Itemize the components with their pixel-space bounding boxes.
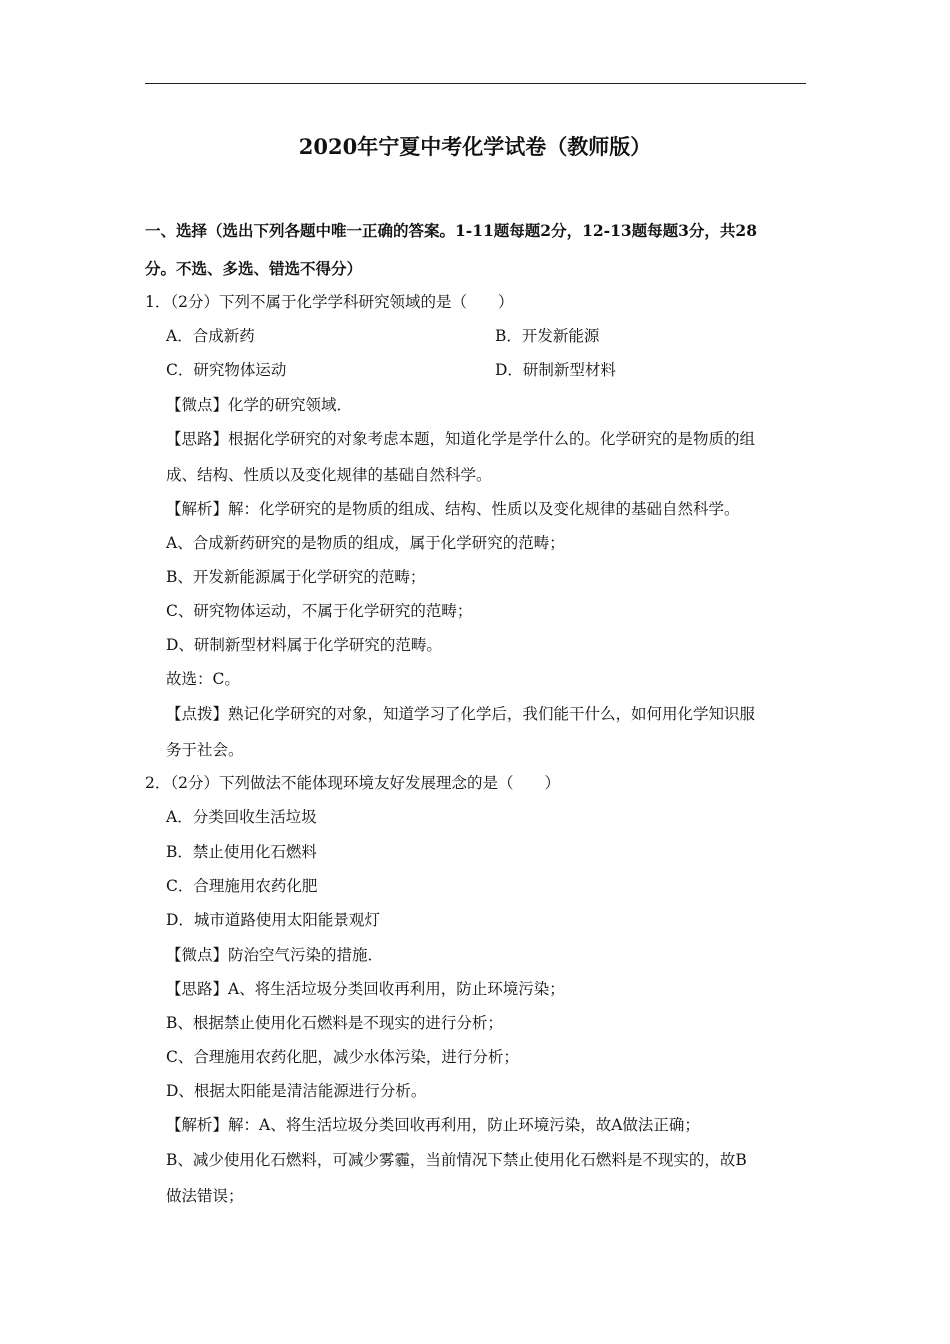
q2-silu-line4: D、根据太阳能是清洁能源进行分析。 (166, 1082, 427, 1100)
q1-option-d: D．研制新型材料 (495, 361, 616, 379)
q1-option-c: C．研究物体运动 (166, 361, 287, 379)
q2-jiexi-line3: 做法错误； (166, 1187, 244, 1205)
q1-option-b: B．开发新能源 (495, 327, 600, 345)
q1-weidian: 【微点】化学的研究领域． (166, 396, 353, 414)
section-heading-line1: 一、选择（选出下列各题中唯一正确的答案。1-11题每题2分，12-13题每题3分，共28 (145, 221, 758, 240)
q2-jiexi-line1: 【解析】解：A、将生活垃圾分类回收再利用，防止环境污染，故A做法正确； (166, 1116, 700, 1134)
q2-silu-line2: B、根据禁止使用化石燃料是不现实的进行分析； (166, 1014, 503, 1032)
q1-jiexi-line4: C、研究物体运动，不属于化学研究的范畴； (166, 602, 473, 620)
q2-weidian: 【微点】防治空气污染的措施． (166, 946, 384, 964)
page-title: 2020年宁夏中考化学试卷（教师版） (298, 134, 652, 159)
q2-silu-line3: C、合理施用农药化肥，减少水体污染，进行分析； (166, 1048, 519, 1066)
q1-jiexi-line3: B、开发新能源属于化学研究的范畴； (166, 568, 426, 586)
q1-jiexi-line5: D、研制新型材料属于化学研究的范畴。 (166, 636, 442, 654)
q1-jiexi-line2: A、合成新药研究的是物质的组成，属于化学研究的范畴； (166, 534, 565, 552)
header-rule (145, 83, 806, 84)
q2-jiexi-line2: B、减少使用化石燃料，可减少雾霾，当前情况下禁止使用化石燃料是不现实的，故B (166, 1151, 747, 1169)
q2-option-b: B．禁止使用化石燃料 (166, 843, 317, 861)
q1-jiexi-line1: 【解析】解：化学研究的是物质的组成、结构、性质以及变化规律的基础自然科学。 (166, 500, 740, 518)
q1-silu-line2: 成、结构、性质以及变化规律的基础自然科学。 (166, 466, 492, 484)
q1-silu-line1: 【思路】根据化学研究的对象考虑本题，知道化学是学什么的。化学研究的是物质的组 (166, 430, 756, 448)
q1-dianbo-line1: 【点拨】熟记化学研究的对象，知道学习了化学后，我们能干什么，如何用化学知识服 (166, 705, 756, 723)
q1-dianbo-line2: 务于社会。 (166, 741, 244, 759)
q1-option-a: A．合成新药 (166, 327, 255, 345)
q1-answer: 故选：C。 (166, 670, 240, 688)
q2-option-a: A．分类回收生活垃圾 (166, 808, 317, 826)
q2-stem: 2．（2分）下列做法不能体现环境友好发展理念的是（ ） (145, 774, 560, 792)
q2-option-d: D．城市道路使用太阳能景观灯 (166, 911, 380, 929)
q2-silu-line1: 【思路】A、将生活垃圾分类回收再利用，防止环境污染； (166, 980, 565, 998)
q2-option-c: C．合理施用农药化肥 (166, 877, 318, 895)
section-heading-line2: 分。不选、多选、错选不得分） (145, 259, 363, 278)
q1-stem: 1．（2分）下列不属于化学学科研究领域的是（ ） (145, 293, 514, 311)
